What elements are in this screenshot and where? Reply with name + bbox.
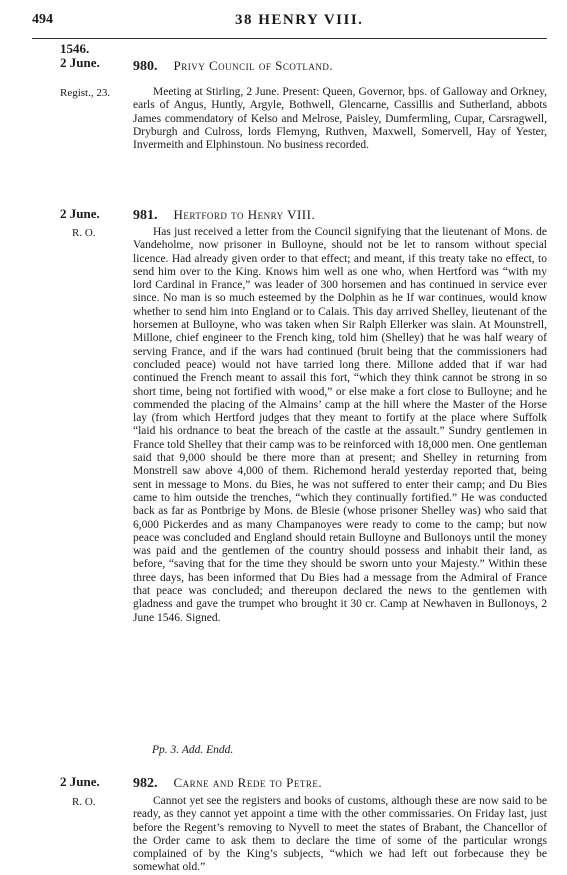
entry-endnote-981: Pp. 3. Add. Endd. (152, 744, 234, 756)
margin-source-980: Regist., 23. (60, 87, 111, 99)
entry-body-982 (133, 795, 547, 875)
entry-title: Hertford to Henry VIII. (173, 207, 316, 222)
entry-body-980 (133, 86, 547, 152)
margin-date-980: 2 June. (60, 55, 100, 70)
entry-text: Cannot yet see the registers and books of customs, although these are now said to be ready, as they cannot yet appoint a time with the other commissaries. On Friday last, just before the Regent’s removing to Nyvell to meet the states of Brabant, the Chancellor of the Order came to ask them to declare the time of some of the particular wrongs complained of by the King’s subjects, “which we had left out forbecause they be somewhat old.” (133, 795, 547, 874)
entry-heading-982 (133, 775, 322, 792)
entry-number: 982. (133, 776, 158, 791)
entry-text: Meeting at Stirling, 2 June. Present: Queen, Governor, bps. of Galloway and Orkney, earls of Angus, Huntly, Argyle, Bothwell, Glencarne, Cassillis and Sutherland, abbots James commendatory of Kelso and Melrose, Paisley, Dumfermling, Cupar, Carsragwell, Dryburgh and Culross, lords Flemyng, Ruthven, Maxwell, Somervell, Hay of Yester, Invermeith and Elphinstoun. No business recorded. (133, 86, 547, 152)
margin-source-981: R. O. (72, 227, 96, 239)
entry-number: 980. (133, 59, 158, 74)
margin-source-982: R. O. (72, 796, 96, 808)
header-rule (32, 38, 547, 39)
entry-body-981 (133, 226, 547, 625)
page-number: 494 (32, 12, 53, 27)
margin-date-981: 2 June. (60, 206, 100, 221)
margin-date-982: 2 June. (60, 774, 100, 789)
entry-title: Privy Council of Scotland. (173, 58, 334, 73)
margin-year: 1546. (60, 41, 90, 56)
entry-heading-980 (133, 58, 333, 75)
page-header (32, 12, 547, 34)
entry-title: Carne and Rede to Petre. (173, 775, 323, 790)
entry-number: 981. (133, 208, 158, 223)
running-title: 38 HENRY VIII. (235, 12, 364, 28)
entry-heading-981 (133, 207, 315, 224)
entry-text: Has just received a letter from the Council signifying that the lieutenant of Mons. de Vandeholme, now prisoner in Bulloyne, should not be let to ransom without special licence. Had already given order to that effect; and meant, if this treaty take no effect, to send him over to the King. Knows him well as one who, when Hertford was “with my lord Cardinal in France,” was leader of 300 horsemen and has continued in service ever since. No man is so much esteemed by the Dolphin as he If war continues, would know whether to send him into England or to Calais. This day arrived Shelley, lieutenant of the horsemen at Bulloyne, who was taken when Sir Ralph Ellerker was slain. At Mounstrell, Millone, chief engineer to the French king, told him (Shelley) that he was half weary of serving France, and if the wars had continued (bruit being that the commissioners had concluded peace) would not have tarried long there. Millone added that if war had continued the French meant to assail this fort, “which they think cannot be strong in so short time, being not fortified with wood,” or else make a fort close to Bulloyne; and he commended the placing of the Almains’ camp at the hill where the Master of the Horse lay (from which Hertford judges that they meant to fortify at the place where Suffolk “laid his ordnance to beat the breach of the castle at the assault.” Sundry gentlemen in France told Shelley that their camp was to be reinforced with 18,000 men. One gentleman said that 9,000 should be there more than at present; and Shelley in returning from Monstrell saw above 4,000 of them. Richemond herald yesterday reported that, being sent in message to Mons. du Bies, he was not suffered to enter their camp; and Du Bies came to him outside the trenches, “which they continually fortified.” He was conducted back as far as Pontbrige by Mons. de Blesie (whose prisoner Shelley was) who said that 6,000 Pickerdes and as many Champanoyes were ready to come to the camp; but now peace was concluded and England should retain Bulloyne and Bullonoys until the money was paid and the gentlemen of the country should possess and inhabit their land, as before, “saving that for the time they should be sworn unto your Majesty.” Within these three days, has been informed that Du Bies had a message from the Admiral of France that peace was concluded; and thereupon declared the news to the gentlemen with gladness and gave the trumpet who brought it 30 cr. Camp at Newhaven in Bullonoys, 2 June 1546. Signed. (133, 226, 547, 624)
